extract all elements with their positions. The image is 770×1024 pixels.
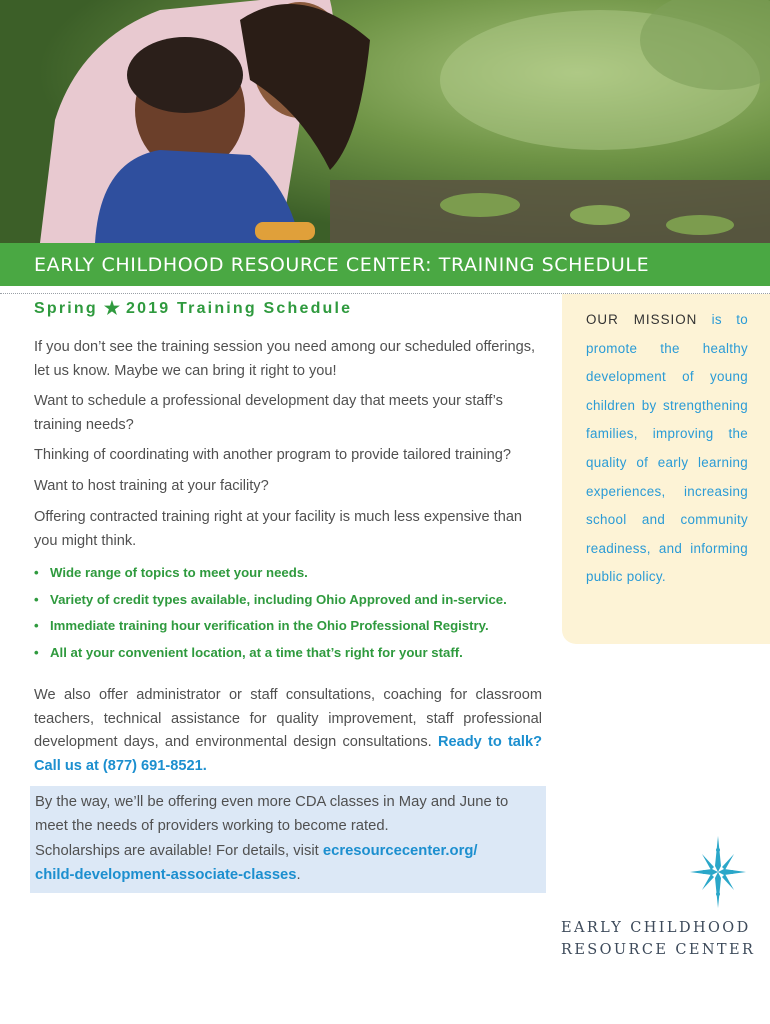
- schedule-subheading: [34, 298, 352, 319]
- title-band: [0, 243, 770, 286]
- hero-photo-illustration: [0, 0, 770, 243]
- mission-heading: OUR MISSION: [586, 312, 698, 327]
- cda-info-box: [30, 786, 546, 893]
- hero-photo: [0, 0, 770, 243]
- compass-star-logo-icon: [690, 836, 746, 908]
- bullet-icon: •: [34, 618, 39, 633]
- mission-box: [562, 294, 770, 644]
- list-item-text: Wide range of topics to meet your needs.: [50, 565, 308, 580]
- mission-statement: [586, 306, 748, 592]
- organization-logo-text: [561, 917, 756, 961]
- consultation-text: We also offer administrator or staff consultations, coaching for classroom teachers, technical assistance for quality improvement, staff professional development days, and environmental design consultations.: [34, 687, 542, 750]
- logo-line-2: RESOURCE CENTER: [561, 942, 756, 958]
- logo-line-1: EARLY CHILDHOOD: [561, 920, 751, 936]
- bullet-icon: •: [34, 565, 39, 580]
- list-item-text: All at your convenient location, at a time that’s right for your staff.: [50, 644, 463, 660]
- intro-paragraph: Want to schedule a professional development day that meets your staff’s training needs?: [34, 393, 503, 433]
- list-item: [34, 590, 554, 617]
- list-item-text: Immediate training hour verification in the Ohio Professional Registry.: [50, 618, 489, 633]
- subheading-season: Spring: [34, 299, 98, 317]
- call-to-action: Ready to talk? Call us at (877) 691-8521.: [34, 734, 543, 774]
- bullet-icon: •: [34, 591, 39, 607]
- cda-link-part1[interactable]: ecresourcecenter.org/: [322, 843, 478, 859]
- scholarship-paragraph: [35, 839, 545, 887]
- consultation-paragraph: [34, 684, 542, 778]
- mission-body: is to promote the healthy development of young children by strengthening families, improving the quality of early learning experiences, increasing school and community readiness, and informing public policy.: [586, 312, 748, 585]
- intro-paragraph: If you don’t see the training session you need among our scheduled offerings, let us know. Maybe we can bring it right to you!: [34, 339, 536, 379]
- intro-paragraph: Thinking of coordinating with another program to provide tailored training?: [34, 447, 512, 463]
- list-item: [34, 563, 554, 590]
- list-item-text: Variety of credit types available, including Ohio Approved and in-service.: [50, 591, 507, 607]
- star-icon: ★: [103, 298, 121, 318]
- scholarship-period: .: [296, 867, 301, 883]
- list-item: [34, 643, 554, 670]
- intro-paragraph: Offering contracted training right at your facility is much less expensive than you might think.: [34, 509, 523, 549]
- cda-paragraph: By the way, we’ll be offering even more CDA classes in May and June to meet the needs of providers working to become rated.: [35, 794, 509, 834]
- scholarship-text: Scholarships are available! For details, visit: [35, 843, 323, 859]
- cda-link-part2[interactable]: child-development-associate-classes: [35, 867, 297, 883]
- subheading-title: 2019 Training Schedule: [126, 299, 353, 317]
- bullet-icon: •: [34, 644, 39, 660]
- page-title: EARLY CHILDHOOD RESOURCE CENTER: TRAINING SCHEDULE: [34, 253, 650, 276]
- intro-paragraph: Want to host training at your facility?: [34, 478, 269, 494]
- benefit-list: [34, 563, 554, 669]
- list-item: [34, 616, 554, 643]
